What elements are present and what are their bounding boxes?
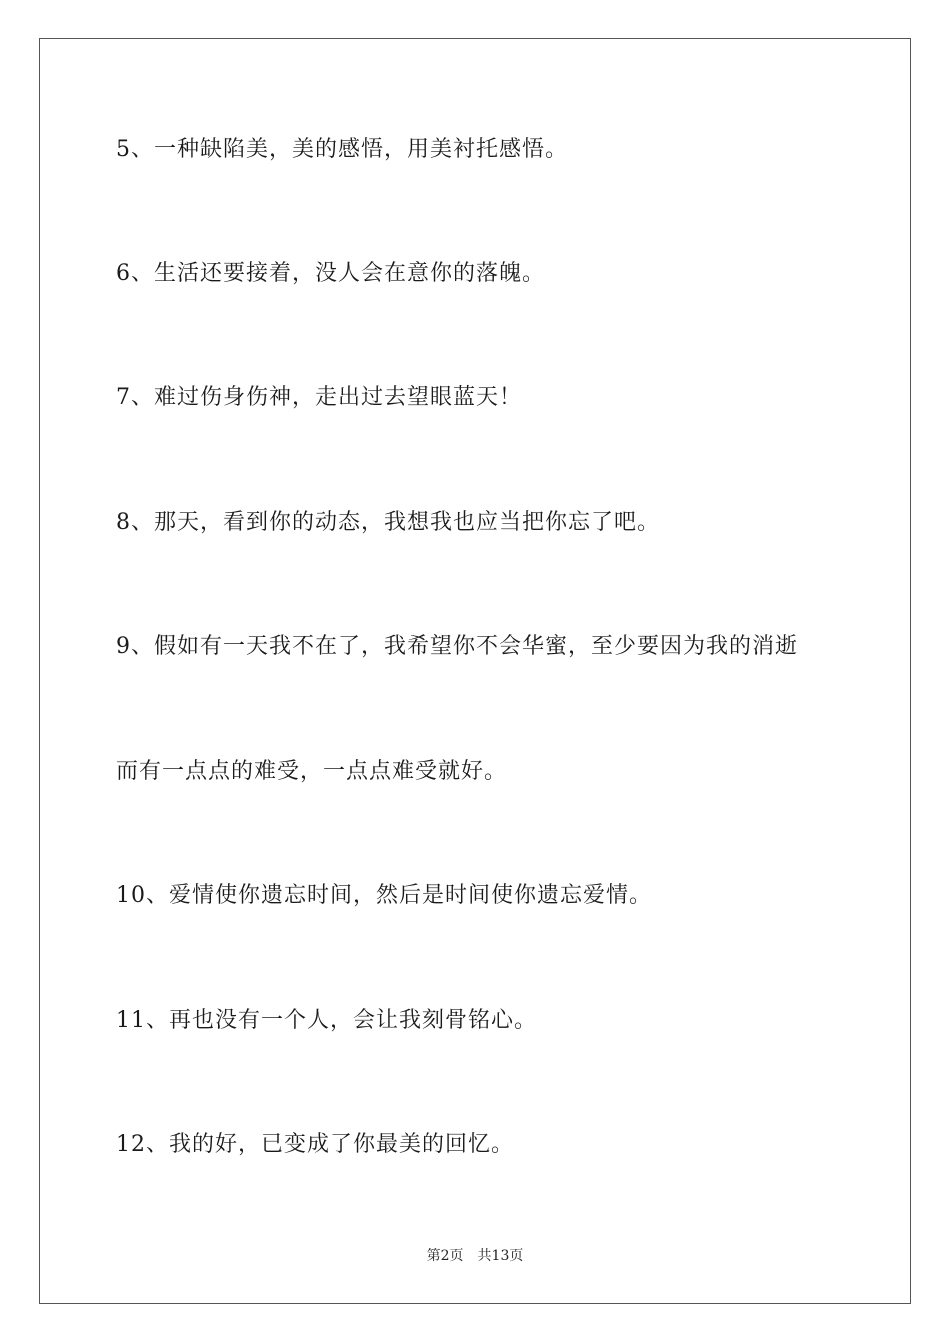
- text-line-8: 8、那天，看到你的动态，我想我也应当把你忘了吧。: [116, 510, 660, 535]
- page-border: [39, 38, 911, 1304]
- text-line-12: 12、我的好，已变成了你最美的回忆。: [116, 1132, 514, 1157]
- text-line-7: 7、难过伤身伤神，走出过去望眼蓝天！: [116, 385, 522, 410]
- text-line-6: 6、生活还要接着，没人会在意你的落魄。: [116, 261, 545, 286]
- text-line-9: 9、假如有一天我不在了，我希望你不会华蜜，至少要因为我的消逝: [116, 634, 798, 659]
- total-pages: 共13页: [477, 1248, 524, 1264]
- page-number: 第2页: [426, 1248, 464, 1264]
- text-line-10: 10、爱情使你遗忘时间，然后是时间使你遗忘爱情。: [116, 883, 652, 908]
- text-line-9-continued: 而有一点点的难受，一点点难受就好。: [116, 759, 508, 784]
- text-line-5: 5、一种缺陷美，美的感悟，用美衬托感悟。: [116, 137, 568, 162]
- text-line-11: 11、再也没有一个人，会让我刻骨铭心。: [116, 1008, 537, 1033]
- page-footer: [0, 1247, 950, 1265]
